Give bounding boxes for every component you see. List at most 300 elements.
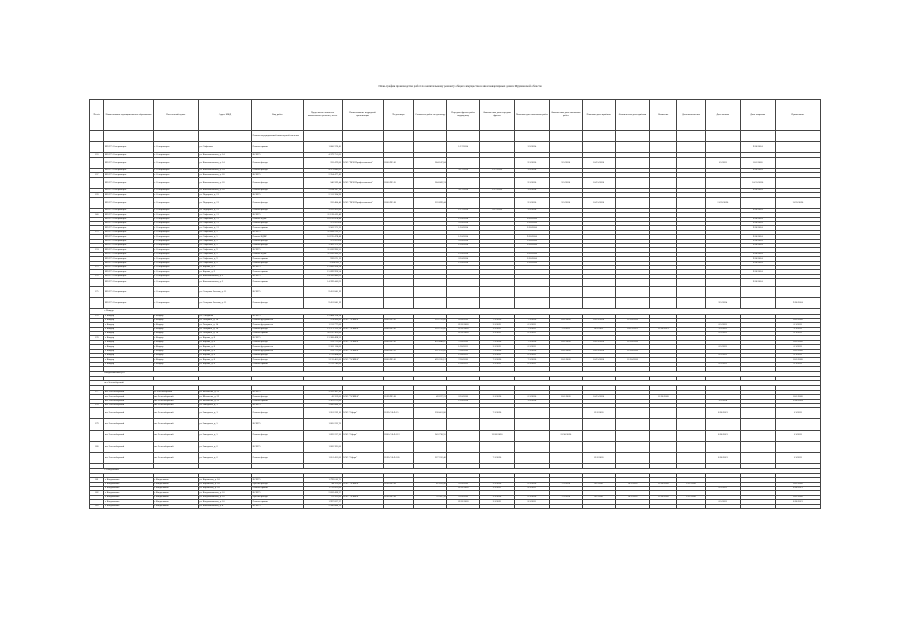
table-row <box>90 142 821 153</box>
table-cell: 10/1/2020 <box>549 358 582 362</box>
table-cell <box>677 197 706 208</box>
table-cell <box>615 142 650 153</box>
table-cell: г. Кандалакша <box>104 478 153 482</box>
table-cell <box>383 504 414 508</box>
table-cell: 13 371 702,24 <box>303 327 342 331</box>
table-cell: 9/30/2024 <box>740 168 775 172</box>
table-cell <box>650 408 677 419</box>
table-cell: ул. Заводская, д. 6 <box>198 453 251 464</box>
table-cell: 9/30/2024 <box>775 399 820 403</box>
table-cell: г. Североморск <box>153 261 198 265</box>
table-cell: Ремонт крыши <box>252 226 303 230</box>
table-cell: МО ГО Североморск <box>104 173 153 177</box>
table-cell: ул. Сафонова, д. 11 <box>198 226 251 230</box>
table-cell: ВСЕГО <box>252 193 303 197</box>
table-cell: 6/1/2020 <box>514 482 549 486</box>
table-cell: пгт Зеленоборский <box>153 399 198 403</box>
table-cell: 6/1/2021 <box>705 486 740 490</box>
table-cell: 1/1/2021 <box>705 157 740 168</box>
table-cell: Ремонт крыши <box>252 142 303 153</box>
table-cell: г. Североморск <box>153 177 198 188</box>
table-cell: г. Ковдор <box>104 323 153 327</box>
table-cell: 1/20/2021 <box>447 354 480 358</box>
table-cell: 378 751,00 <box>303 340 342 344</box>
table-cell: г. Североморск <box>153 298 198 309</box>
table-cell: 178 <box>90 336 104 340</box>
table-cell: Ремонт фасада <box>252 261 303 265</box>
table-cell: МО ГО Североморск <box>104 226 153 230</box>
table-cell: 1 211 777,00 <box>303 323 342 327</box>
table-cell: Ремонт крыши <box>252 279 303 287</box>
table-cell <box>677 286 706 297</box>
table-cell: 3 502 371,33 <box>303 244 342 248</box>
table-cell <box>480 298 515 309</box>
table-cell: ул. Шевченко, д. 22 <box>198 395 251 399</box>
table-cell <box>775 286 820 297</box>
table-cell: ул. Северная Застава, д. 11 <box>198 298 251 309</box>
table-cell: 6/1/2021 <box>514 345 549 349</box>
table-cell <box>549 441 582 452</box>
column-header: № п/п <box>90 100 104 131</box>
table-cell: 10/15/2020 <box>582 358 615 362</box>
table-cell: 10/15/2020 <box>582 197 615 208</box>
table-cell <box>650 197 677 208</box>
table-cell: г. Североморск <box>153 239 198 243</box>
table-cell <box>549 504 582 508</box>
table-cell: ул. Сафонова, д. 5 <box>198 239 251 243</box>
table-cell: 10 195 478,48 <box>303 217 342 221</box>
table-cell: г. Североморск <box>153 197 198 208</box>
table-cell: ул. Слюдяная <box>198 314 251 318</box>
table-cell: Ремонт ВДИС <box>252 252 303 256</box>
table-cell: 3/3/2024 <box>514 188 549 192</box>
table-cell: МО ГО Североморск <box>104 286 153 297</box>
table-cell <box>90 298 104 309</box>
table-cell: 9/1/2020 <box>514 177 549 188</box>
table-cell: 1 092 237,20 <box>303 430 342 441</box>
table-cell: ул. Кирова, д. 8 <box>198 349 251 353</box>
table-cell <box>514 453 549 464</box>
table-cell <box>650 419 677 430</box>
table-cell: ВСЕГО <box>252 441 303 452</box>
table-cell: г. Ковдор <box>153 349 198 353</box>
table-cell: 6/1/2021 <box>514 323 549 327</box>
table-cell: 3/30/2024 <box>514 257 549 261</box>
table-cell <box>514 441 549 452</box>
table-cell: г. Ковдор <box>153 336 198 340</box>
table-cell <box>775 441 820 452</box>
table-cell: ул. Кандалакшская, д. 10 <box>198 500 251 504</box>
table-cell: 9/30/2024 <box>740 279 775 287</box>
table-cell: 174 <box>90 248 104 252</box>
table-cell <box>650 157 677 168</box>
table-cell: 6/1/2021 <box>705 500 740 504</box>
table-cell: Ремонт фасада <box>252 208 303 212</box>
table-cell: 2/10/2020 <box>447 395 480 399</box>
table-cell: г. Североморск <box>153 244 198 248</box>
table-cell: 2020-ПР-16 <box>383 358 414 362</box>
table-cell <box>582 298 615 309</box>
table-cell <box>514 298 549 309</box>
table-cell <box>90 131 104 142</box>
table-cell: МО ГО Североморск <box>104 222 153 226</box>
table-cell: ул. Сафонова, д. 5 <box>198 244 251 248</box>
table-cell: 2019-ПР-18 <box>383 495 414 499</box>
table-cell: 9/30/2024 <box>740 226 775 230</box>
table-cell: 1 997 837,37 <box>303 500 342 504</box>
table-cell: ООО "ЭСКИФ" <box>342 358 383 362</box>
table-cell: 1 111 488,00 <box>303 354 342 358</box>
table-cell: 1/10/2024 <box>447 235 480 239</box>
table-cell: г. Североморск <box>153 270 198 274</box>
table-cell: Ремонт фасада <box>252 168 303 172</box>
table-cell: г. Ковдор <box>104 358 153 362</box>
table-cell: 333 479,00 <box>303 157 342 168</box>
table-cell <box>615 131 650 142</box>
table-cell: МО ГО Североморск <box>104 279 153 287</box>
table-cell: 7/1/2020 <box>514 358 549 362</box>
table-cell: 9/30/2024 <box>740 217 775 221</box>
table-cell: Ремонт фасада <box>252 340 303 344</box>
table-cell: 2 105 114,00 <box>303 345 342 349</box>
table-cell: 6/1/2021 <box>705 354 740 358</box>
table-cell: ул. Сафонова, д. 11 <box>198 217 251 221</box>
table-cell <box>705 504 740 508</box>
table-cell: 9 431 845,19 <box>303 286 342 297</box>
table-cell: 10/1/2021 <box>582 327 615 331</box>
table-cell: г. Ковдор <box>104 349 153 353</box>
table-cell: ул. Комсомольская, д. 14 <box>198 157 251 168</box>
table-cell <box>198 131 251 142</box>
table-cell: ВСЕГО <box>252 419 303 430</box>
table-cell <box>414 142 447 153</box>
table-cell: г. Кандалакша <box>104 504 153 508</box>
table-cell <box>650 279 677 287</box>
column-header: Фактическая дата окончания работ <box>549 100 582 131</box>
table-cell: МО ГО Североморск <box>104 239 153 243</box>
table-cell: 2020-ПР-16 <box>383 327 414 331</box>
table-cell: МО ГО Североморск <box>104 193 153 197</box>
table-cell: 2019-ПР-18 <box>383 482 414 486</box>
table-cell <box>650 504 677 508</box>
table-cell: 6/1/2021 <box>775 354 820 358</box>
table-cell: ООО "ПСК Профессионалы" <box>342 157 383 168</box>
column-header: Фактическая дата приёмки <box>615 100 650 131</box>
table-cell: 3 502 371,33 <box>303 226 342 230</box>
table-cell: 179 <box>90 419 104 430</box>
table-cell <box>650 453 677 464</box>
table-cell: 6/20/2020 <box>447 318 480 322</box>
table-cell: 3/1/2020 <box>480 395 515 399</box>
table-cell: Ремонт фасада <box>252 327 303 331</box>
table-cell: ул. Комсомольская, д. 18 <box>198 177 251 188</box>
table-cell: 2/1/2021 <box>480 323 515 327</box>
table-cell <box>480 504 515 508</box>
table-cell: 6/1/2020 <box>514 495 549 499</box>
table-cell: 2/10/2020 <box>447 495 480 499</box>
table-cell: г. Североморск <box>153 157 198 168</box>
table-cell: 11 028 512,27 <box>303 230 342 234</box>
table-cell: Ремонт ВДИС <box>252 235 303 239</box>
table-cell: 10/1/2020 <box>549 318 582 322</box>
table-cell: Ремонт фундамента <box>252 323 303 327</box>
column-header: Дата оплаты <box>705 100 740 131</box>
column-header: Плановая дата окончания работ <box>514 100 549 131</box>
table-cell: г. Кандалакша <box>153 491 198 495</box>
table-row <box>90 131 821 142</box>
table-cell <box>740 286 775 297</box>
table-cell: ул. Заводская, д. 3 <box>198 408 251 419</box>
table-cell: ул. Шевченко, д. 22 <box>198 399 251 403</box>
table-cell: ООО "ЭСКИФ" <box>342 349 383 353</box>
table-cell: г. Кандалакша <box>153 495 198 499</box>
table-cell: 12/1/2020 <box>677 482 706 486</box>
table-cell: г. Кандалакша <box>104 486 153 490</box>
table-cell: 6/1/2020 <box>514 395 549 399</box>
table-cell: ул. Сафонова, д. 9 <box>198 252 251 256</box>
table-cell: 374 450,00 <box>303 318 342 322</box>
table-cell: 9/1/2020 <box>514 157 549 168</box>
table-cell: ул. Комсомольская, д. 2 <box>198 279 251 287</box>
table-cell: 9/30/2024 <box>740 270 775 274</box>
table-cell: 6/1/2021 <box>775 323 820 327</box>
table-cell: 12/25/2020 <box>447 500 480 504</box>
table-cell: 2/1/2021 <box>480 327 515 331</box>
table-header-row <box>90 100 821 131</box>
table-cell <box>705 177 740 188</box>
table-cell: 11 039 990,55 <box>303 252 342 256</box>
table-row <box>90 197 821 208</box>
table-cell <box>447 441 480 452</box>
table-cell: пгт Зеленоборский <box>153 441 198 452</box>
table-cell: ул. Кандалакшская, д. 10 <box>198 491 251 495</box>
table-cell: 11 039 990,55 <box>303 248 342 252</box>
table-cell: 9/30/2024 <box>740 188 775 192</box>
table-cell: 4 371 842,05 <box>303 168 342 172</box>
table-cell: 9/1/2020 <box>514 197 549 208</box>
table-body <box>90 131 821 509</box>
table-cell: МО ГО Североморск <box>104 252 153 256</box>
table-cell: МО ГО Североморск <box>104 197 153 208</box>
table-cell <box>582 430 615 441</box>
table-cell: 6/1/2021 <box>775 345 820 349</box>
table-cell <box>90 279 104 287</box>
table-cell: ООО "ЭСКИФ" <box>342 327 383 331</box>
table-cell: ул. Кирова, д. 8 <box>198 345 251 349</box>
table-cell <box>615 441 650 452</box>
table-cell: МО ГО Североморск <box>104 177 153 188</box>
table-cell: 2/1/2021 <box>480 345 515 349</box>
table-cell <box>677 408 706 419</box>
table-cell: ВСЕГО <box>252 403 303 407</box>
table-cell: 9/30/2024 <box>775 298 820 309</box>
table-cell <box>480 197 515 208</box>
table-cell: ул. Кировская, д. 24 <box>198 478 251 482</box>
table-cell <box>90 453 104 464</box>
table-cell: 41 070,43 <box>414 482 447 486</box>
table-cell: г. Ковдор <box>104 332 153 336</box>
table-cell: 6/1/2021 <box>705 332 740 336</box>
table-cell: 7/20/2020 <box>447 358 480 362</box>
table-cell: Ремонт фасада <box>252 453 303 464</box>
table-cell: 1/10/2024 <box>447 399 480 403</box>
table-cell: г. Североморск <box>153 217 198 221</box>
table-cell: 6/30/2021 <box>775 486 820 490</box>
table-cell: 3/1/2024 <box>705 399 740 403</box>
table-cell: пгт Зеленоборский <box>104 408 153 419</box>
table-cell: 3/1/2020 <box>480 495 515 499</box>
table-cell: 3/30/2024 <box>514 261 549 265</box>
table-cell: ООО "Сфера" <box>342 430 383 441</box>
table-cell: г. Североморск <box>153 279 198 287</box>
table-cell: г. Кандалакша <box>104 482 153 486</box>
table-cell <box>514 430 549 441</box>
table-cell: Ремонт фундамента <box>252 345 303 349</box>
table-cell: 957 125,02 <box>414 349 447 353</box>
table-cell <box>705 142 740 153</box>
table-cell: г. Ковдор <box>104 345 153 349</box>
table-cell: 7/20/2020 <box>447 340 480 344</box>
table-cell: ул. Кирова, д. 8 <box>198 340 251 344</box>
table-cell: 7/1/2020 <box>480 318 515 322</box>
table-cell <box>447 419 480 430</box>
table-cell <box>342 131 383 142</box>
table-cell: 180 <box>90 441 104 452</box>
table-cell: 12/5/2020 <box>582 408 615 419</box>
table-cell <box>342 298 383 309</box>
table-cell: г. Кандалакша <box>153 486 198 490</box>
table-cell: г. Североморск <box>153 222 198 226</box>
table-cell <box>775 419 820 430</box>
table-cell: Ремонт крыши <box>252 332 303 336</box>
table-cell: г. Ковдор <box>153 318 198 322</box>
table-cell: г. Кандалакша <box>104 491 153 495</box>
table-cell <box>514 419 549 430</box>
table-cell: 9/30/2024 <box>740 257 775 261</box>
table-cell: ул. Сафонова, д. 11 <box>198 222 251 226</box>
table-cell: 939 075,12 <box>303 257 342 261</box>
table-cell: 11/30/2020 <box>650 395 677 399</box>
table-cell: 2019-СФ-Р-15 <box>383 408 414 419</box>
table-cell: 332 484,40 <box>303 197 342 208</box>
table-cell <box>615 408 650 419</box>
table-cell: 6/1/2021 <box>705 345 740 349</box>
table-cell: 2 059 428,37 <box>303 491 342 495</box>
table-cell: пгт Зеленоборский <box>153 430 198 441</box>
table-cell: ВСЕГО <box>252 491 303 495</box>
table-cell: ул. Кирова, д. 8 <box>198 358 251 362</box>
table-cell <box>740 430 775 441</box>
table-cell: 12/5/2020 <box>582 453 615 464</box>
table-cell: ООО "ЭСКИФ" <box>342 340 383 344</box>
table-cell: пгт Зеленоборский <box>104 381 153 386</box>
table-cell: г. Североморск <box>153 142 198 153</box>
table-cell: МО ГО Североморск <box>104 213 153 217</box>
table-cell: 3/3/2024 <box>514 208 549 212</box>
table-cell: ул. Комсомольская, д. 14 <box>198 168 251 172</box>
table-cell: Ремонт фундамента <box>252 318 303 322</box>
table-cell: 137 <box>90 173 104 177</box>
table-cell: 1/17/2024 <box>447 208 480 212</box>
table-cell: 493 335,12 <box>414 358 447 362</box>
table-cell <box>549 298 582 309</box>
table-cell: Ремонт фасада <box>252 177 303 188</box>
table-cell: 2 545 088,79 <box>303 504 342 508</box>
table-cell: г. Североморск <box>153 274 198 278</box>
table-cell: 15 484 700,24 <box>303 314 342 318</box>
table-cell <box>705 279 740 287</box>
table-cell: ООО "ЭСКИФ" <box>342 318 383 322</box>
table-cell: ул. Гагарина, д. 14 <box>198 323 251 327</box>
table-cell: 346 599,44 <box>303 177 342 188</box>
table-cell: Ремонт фасада <box>252 298 303 309</box>
table-cell: 3 133 401,00 <box>303 358 342 362</box>
table-cell: 61 591,00 <box>303 495 342 499</box>
table-cell <box>480 286 515 297</box>
table-cell: Ремонт крыши <box>252 362 303 366</box>
table-cell <box>514 286 549 297</box>
table-cell: 182 <box>90 491 104 495</box>
table-cell: 10/1/2020 <box>615 482 650 486</box>
table-cell: Ремонт фасада <box>252 408 303 419</box>
table-cell: 1/17/2024 <box>480 168 515 172</box>
table-cell: 3/30/2024 <box>514 244 549 248</box>
table-cell: 183 <box>90 504 104 508</box>
table-cell: ООО "ПСК Профессионалы" <box>342 177 383 188</box>
table-cell: 2020-ПР-18 <box>383 197 414 208</box>
table-cell: ВСЕГО <box>252 213 303 217</box>
table-cell: г. Ковдор <box>104 354 153 358</box>
table-cell <box>447 279 480 287</box>
table-cell: 49 227,21 <box>414 395 447 399</box>
table-cell <box>342 286 383 297</box>
table-cell <box>480 157 515 168</box>
table-cell: 8/1/2021 <box>514 500 549 504</box>
table-cell: 2020-ПР-15 <box>383 177 414 188</box>
table-cell: ул. Заводская, д. 5 <box>198 430 251 441</box>
table-cell: пгт Зеленоборский <box>104 403 153 407</box>
table-cell <box>582 441 615 452</box>
table-cell: 10/15/2021 <box>615 327 650 331</box>
table-cell: г. Ковдор <box>104 362 153 366</box>
table-cell: пгт Зеленоборский <box>104 453 153 464</box>
table-cell: МО ГО Североморск <box>104 261 153 265</box>
table-cell: Ремонт фасада <box>252 188 303 192</box>
table-cell: 1/10/2024 <box>447 226 480 230</box>
table-cell <box>650 142 677 153</box>
table-cell <box>447 197 480 208</box>
table-cell <box>740 131 775 142</box>
table-cell: 3 301 675,00 <box>303 399 342 403</box>
table-cell <box>650 177 677 188</box>
table-cell <box>705 419 740 430</box>
table-cell <box>705 441 740 452</box>
table-cell: МО ГО Североморск <box>104 168 153 172</box>
table-cell: МО ГО Североморск <box>104 298 153 309</box>
column-header: Стоимость работ по договору <box>414 100 447 131</box>
table-cell <box>677 157 706 168</box>
table-cell: МО ГО Североморск <box>104 208 153 212</box>
table-cell: 953 725,02 <box>414 327 447 331</box>
table-cell: 378 751,00 <box>303 349 342 353</box>
table-cell <box>677 279 706 287</box>
table-cell <box>775 177 820 188</box>
table-cell <box>615 177 650 188</box>
table-cell <box>677 419 706 430</box>
table-cell: 2/10/2024 <box>447 239 480 243</box>
table-cell: 3/17/2024 <box>447 168 480 172</box>
table-cell: 7/1/2020 <box>480 408 515 419</box>
